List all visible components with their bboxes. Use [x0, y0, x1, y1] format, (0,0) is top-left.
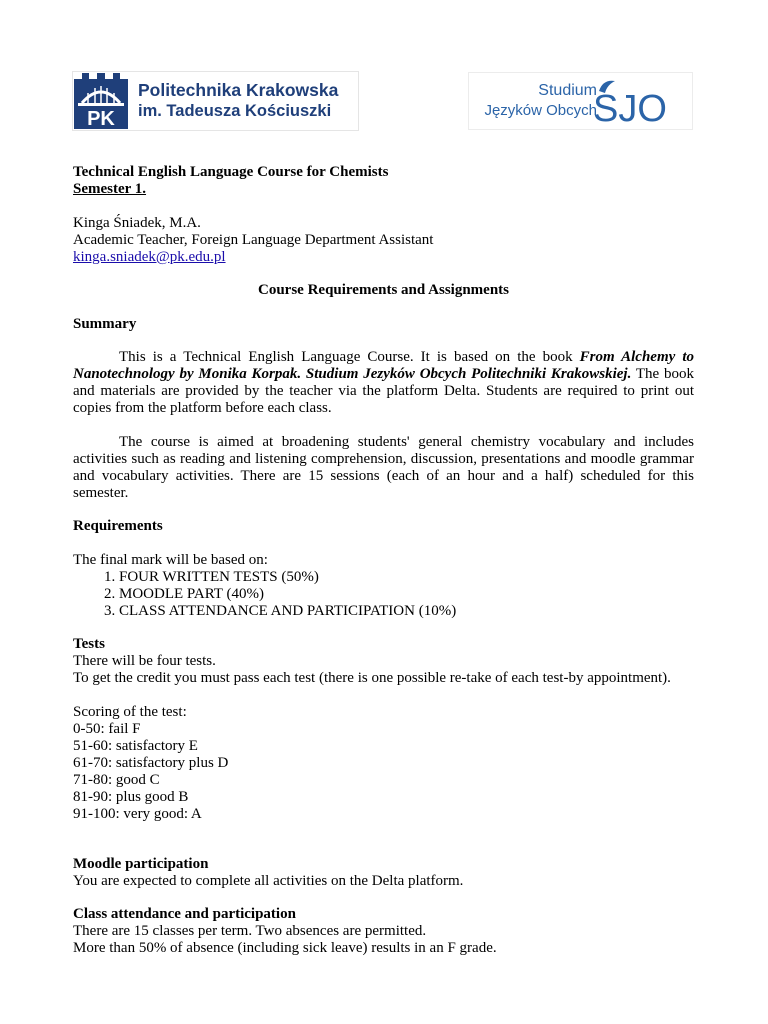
- score-row: 0-50: fail F: [73, 720, 141, 737]
- pk-logo-line1: Politechnika Krakowska: [138, 80, 339, 100]
- tests-line-2: To get the credit you must pass each test (there is one possible re-take of each test-by appointment).: [73, 670, 671, 686]
- requirements-list: [73, 569, 694, 620]
- section-heading: Course Requirements and Assignments: [258, 282, 509, 298]
- book-title: From Alchemy to Nanotechnology by Monika Korpak. Studium Jezyków Obcych Politechniki Krakowskiej.: [73, 349, 694, 382]
- sjo-logo: [468, 72, 693, 130]
- sjo-mark-icon: [593, 77, 689, 127]
- politechnika-krakowska-logo: [72, 71, 359, 131]
- author-name: Kinga Śniadek, M.A.: [73, 214, 201, 231]
- summary-paragraph-2: The course is aimed at broadening students' general chemistry vocabulary and includes activities such as reading and listening comprehension, discussion, presentations and moodle grammar and vocabulary activities. There are 15 sessions (each of an hour and a half) scheduled for this semester.: [73, 433, 694, 501]
- sjo-logo-line2: Języków Obcych: [484, 102, 597, 119]
- score-row: 81-90: plus good B: [73, 788, 189, 805]
- list-item: 3. CLASS ATTENDANCE AND PARTICIPATION (10%): [119, 603, 694, 620]
- summary-paragraph-1: This is a Technical English Language Course. It is based on the book From Alchemy to Nanotechnology by Monika Korpak. Studium Jezyków Obcych Politechniki Krakowskiej. The book and materials are provided by the teacher via the platform Delta. Students are required to print out copies from the platform before each class.: [73, 349, 694, 416]
- list-item: 2. MOODLE PART (40%): [119, 586, 694, 603]
- semester-label: Semester 1.: [73, 181, 147, 197]
- author-email-link[interactable]: kinga.sniadek@pk.edu.pl: [73, 248, 226, 265]
- author-position: Academic Teacher, Foreign Language Department Assistant: [73, 231, 434, 248]
- attendance-heading: Class attendance and participation: [73, 906, 296, 922]
- tests-heading: Tests: [73, 636, 105, 652]
- moodle-heading: Moodle participation: [73, 855, 209, 872]
- summary-heading: Summary: [73, 315, 137, 332]
- svg-text:PK: PK: [87, 108, 115, 129]
- score-row: 91-100: very good: A: [73, 805, 202, 822]
- pk-emblem-icon: [74, 73, 128, 129]
- course-title: Technical English Language Course for Chemists: [73, 164, 389, 180]
- score-row: 51-60: satisfactory E: [73, 737, 198, 754]
- tests-line-1: There will be four tests.: [73, 653, 216, 669]
- requirements-heading: Requirements: [73, 518, 163, 534]
- list-item: 1. FOUR WRITTEN TESTS (50%): [119, 569, 694, 586]
- attendance-line-1: There are 15 classes per term. Two absences are permitted.: [73, 923, 427, 939]
- sjo-logo-line1: Studium: [538, 82, 597, 99]
- svg-text:SJO: SJO: [593, 88, 667, 127]
- document-body: [73, 164, 694, 957]
- requirements-intro: The final mark will be based on:: [73, 551, 268, 568]
- scoring-title: Scoring of the test:: [73, 703, 187, 720]
- moodle-text: You are expected to complete all activities on the Delta platform.: [73, 872, 464, 889]
- attendance-line-2: More than 50% of absence (including sick leave) results in an F grade.: [73, 940, 497, 956]
- pk-logo-line2: im. Tadeusza Kościuszki: [138, 102, 332, 120]
- score-row: 61-70: satisfactory plus D: [73, 754, 229, 771]
- score-row: 71-80: good C: [73, 771, 160, 788]
